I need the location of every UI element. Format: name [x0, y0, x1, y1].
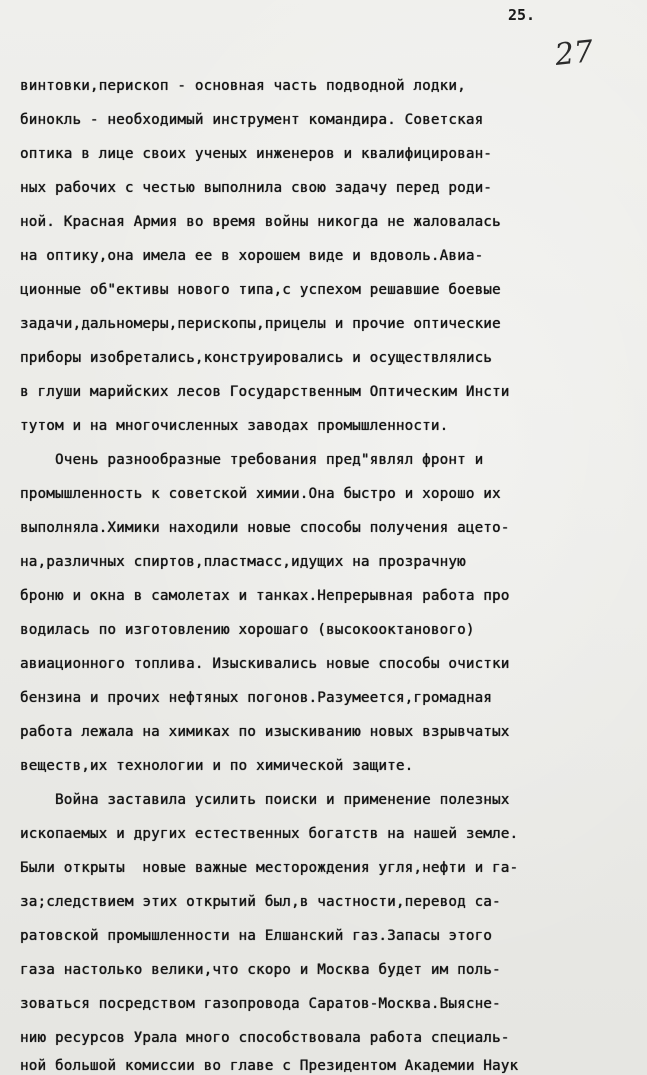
text-line: ных рабочих с честью выполнила свою задачу перед роди- — [20, 180, 493, 196]
text-line: авиационного топлива. Изыскивались новые способы очистки — [20, 656, 510, 672]
text-line: Очень разнообразные требования пред"являл фронт и — [20, 452, 484, 468]
text-line: за;следствием этих открытий был,в частности,перевод са- — [20, 894, 501, 910]
text-line: броню и окна в самолетах и танках.Непрерывная работа про — [20, 588, 510, 604]
text-line: газа настолько велики,что скоро и Москва будет им поль- — [20, 962, 501, 978]
text-line: бинокль - необходимый инструмент командира. Советская — [20, 112, 484, 128]
text-line: выполняла.Химики находили новые способы получения ацето- — [20, 520, 510, 536]
text-line: ратовской промышленности на Елшанский газ.Запасы этого — [20, 928, 493, 944]
text-line: на,различных спиртов,пластмасс,идущих на прозрачную — [20, 554, 466, 570]
text-line: Война заставила усилить поиски и применение полезных — [20, 792, 510, 808]
text-line: в глуши марийских лесов Государственным Оптическим Инсти — [20, 384, 510, 400]
text-line: задачи,дальномеры,перископы,прицелы и прочие оптические — [20, 316, 501, 332]
text-line: Были открыты новые важные месторождения угля,нефти и га- — [20, 860, 519, 876]
text-line: тутом и на многочисленных заводах промышленности. — [20, 418, 449, 434]
text-line: нию ресурсов Урала много способствовала работа специаль- — [20, 1030, 510, 1046]
text-line: оптика в лице своих ученых инженеров и квалифицирован- — [20, 146, 493, 162]
text-line: бензина и прочих нефтяных погонов.Разумеется,громадная — [20, 690, 493, 706]
text-line: ной. Красная Армия во время войны никогда не жаловалась — [20, 214, 501, 230]
text-line: работа лежала на химиках по изыскиванию новых взрывчатых — [20, 724, 510, 740]
handwritten-page-number: 27 — [553, 34, 595, 73]
text-line: промышленность к советской химии.Она быстро и хорошо их — [20, 486, 501, 502]
text-line: веществ,их технологии и по химической защите. — [20, 758, 414, 774]
text-line: зоваться посредством газопровода Саратов-Москва.Выясне- — [20, 996, 501, 1012]
text-line: приборы изобретались,конструировались и осуществлялись — [20, 350, 493, 366]
text-line: на оптику,она имела ее в хорошем виде и вдоволь.Авиа- — [20, 248, 484, 264]
text-line: винтовки,перископ - основная часть подводной лодки, — [20, 78, 466, 94]
text-line: ционные об"ективы нового типа,с успехом решавшие боевые — [20, 282, 501, 298]
text-line: водилась по изготовлению хорошаго (высокооктанового) — [20, 622, 475, 638]
text-line: ной большой комиссии во главе с Президентом Академии Наук — [20, 1058, 519, 1074]
page-number: 25. — [508, 6, 536, 24]
text-line: ископаемых и других естественных богатств на нашей земле. — [20, 826, 519, 842]
